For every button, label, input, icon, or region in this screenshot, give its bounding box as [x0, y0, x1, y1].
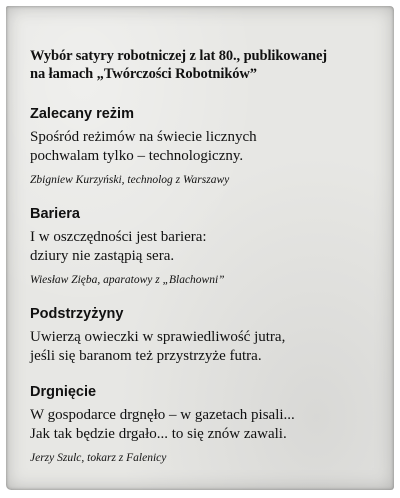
poem-author: Zbigniew Kurzyński, technolog z Warszawy [30, 174, 230, 186]
paper-sheet [6, 6, 394, 490]
poem-title: Podstrzyżyny [30, 306, 124, 322]
verse-line: W gospodarce drgnęło – w gazetach pisali... [30, 407, 295, 423]
verse-line: dziury nie zastąpią sera. [30, 248, 175, 264]
document-body [30, 47, 380, 483]
poem-drgniecie [30, 383, 380, 466]
poem-author: Jerzy Szulc, tokarz z Falenicy [30, 452, 167, 464]
verse-line: I w oszczędności jest bariera: [30, 229, 207, 245]
document-header [30, 47, 380, 83]
poem-zalecany-rezim [30, 105, 380, 188]
header-line-1: Wybór satyry robotniczej z lat 80., publikowanej [30, 48, 328, 64]
header-line-2: na łamach „Twórczości Robotników” [30, 66, 257, 82]
verse-line: Uwierzą owieczki w sprawiedliwość jutra, [30, 329, 286, 345]
poem-title: Zalecany reżim [30, 106, 134, 122]
poem-author: Wiesław Zięba, aparatowy z „Blachowni” [30, 274, 225, 286]
verse-line: pochwalam tylko – technologiczny. [30, 148, 244, 164]
verse-line: Spośród reżimów na świecie licznych [30, 129, 257, 145]
poem-title: Bariera [30, 206, 80, 222]
verse-line: Jak tak będzie drgało... to się znów zawali. [30, 426, 287, 442]
verse-line: jeśli się baranom też przystrzyże futra. [30, 348, 262, 364]
poem-podstrzyzyny [30, 305, 380, 366]
poem-bariera [30, 205, 380, 288]
poem-title: Drgnięcie [30, 384, 97, 400]
